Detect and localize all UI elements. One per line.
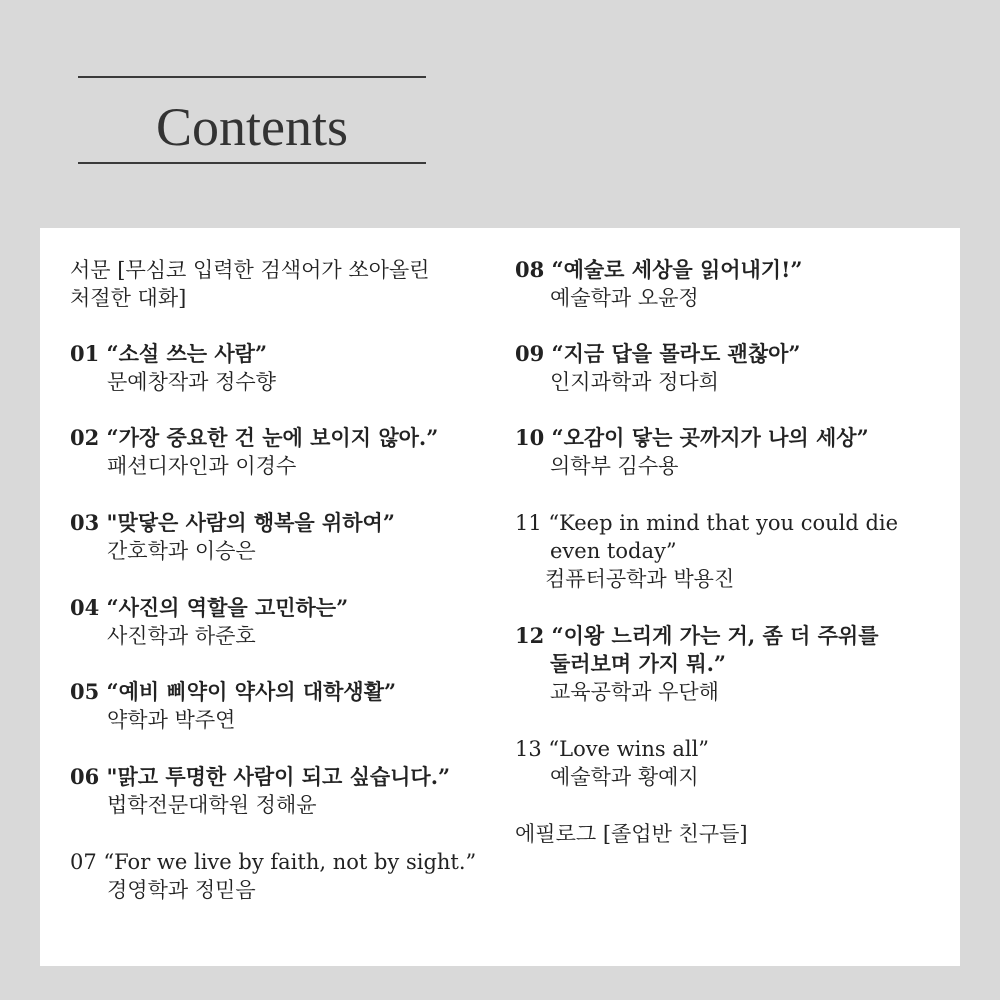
entry-heading-continued: 둘러보며 가지 뭐.” [550, 651, 727, 676]
toc-entry-13[interactable] [515, 735, 945, 791]
entry-author: 경영학과 정믿음 [107, 878, 256, 902]
entry-author: 컴퓨터공학과 박용진 [545, 567, 735, 591]
toc-entry-07[interactable] [70, 848, 510, 904]
entry-author: 예술학과 오윤정 [550, 286, 699, 310]
title-rule-top [78, 76, 426, 78]
entry-heading: 10 “오감이 닿는 곳까지가 나의 세상” [515, 425, 869, 450]
contents-panel [40, 228, 960, 966]
entry-heading: 05 “예비 삐약이 약사의 대학생활” [70, 679, 397, 704]
entry-author: 의학부 김수용 [550, 454, 679, 478]
epilogue-line: 에필로그 [졸업반 친구들] [515, 822, 748, 846]
entry-author: 인지과학과 정다희 [550, 370, 719, 394]
entry-heading: 04 “사진의 역할을 고민하는” [70, 595, 349, 620]
title-rule-bottom [78, 162, 426, 164]
entry-author: 간호학과 이승은 [107, 539, 256, 563]
intro-line-1: 서문 [무심코 입력한 검색어가 쏘아올린 [70, 258, 430, 282]
toc-entry-12[interactable] [515, 622, 945, 706]
entry-heading: 07 “For we live by faith, not by sight.” [70, 850, 477, 874]
toc-entry-04[interactable] [70, 594, 510, 650]
entry-heading: 08 “예술로 세상을 읽어내기!” [515, 257, 803, 282]
entry-author: 예술학과 황예지 [550, 765, 699, 789]
entry-heading: 11 “Keep in mind that you could die [515, 511, 899, 535]
entry-heading: 12 “이왕 느리게 가는 거, 좀 더 주위를 [515, 623, 879, 648]
toc-entry-10[interactable] [515, 424, 945, 480]
entry-author: 교육공학과 우단해 [550, 680, 719, 704]
entry-heading-continued: even today” [550, 539, 677, 563]
toc-entry-09[interactable] [515, 340, 945, 396]
entry-author: 약학과 박주연 [107, 708, 236, 732]
entry-heading: 01 “소설 쓰는 사람” [70, 341, 268, 366]
page-title: Contents [155, 97, 348, 157]
toc-entry-11[interactable] [515, 509, 945, 593]
entry-author: 사진학과 하준호 [107, 624, 256, 648]
epilogue-entry[interactable] [515, 820, 945, 848]
toc-entry-06[interactable] [70, 763, 510, 819]
entry-heading: 02 “가장 중요한 건 눈에 보이지 않아.” [70, 425, 439, 450]
entry-author: 법학전문대학원 정해윤 [107, 793, 317, 817]
entry-heading: 13 “Love wins all” [515, 737, 710, 761]
entry-heading: 03 "맞닿은 사람의 행복을 위하여” [70, 510, 395, 535]
intro-entry[interactable] [70, 256, 510, 312]
toc-entry-05[interactable] [70, 678, 510, 734]
toc-entry-01[interactable] [70, 340, 510, 396]
toc-entry-03[interactable] [70, 509, 510, 565]
entry-heading: 06 "맑고 투명한 사람이 되고 싶습니다.” [70, 764, 451, 789]
entry-heading: 09 “지금 답을 몰라도 괜찮아” [515, 341, 801, 366]
entry-author: 문예창작과 정수향 [107, 370, 276, 394]
toc-entry-08[interactable] [515, 256, 945, 312]
toc-entry-02[interactable] [70, 424, 510, 480]
intro-line-2: 처절한 대화] [70, 286, 187, 310]
entry-author: 패션디자인과 이경수 [107, 454, 297, 478]
